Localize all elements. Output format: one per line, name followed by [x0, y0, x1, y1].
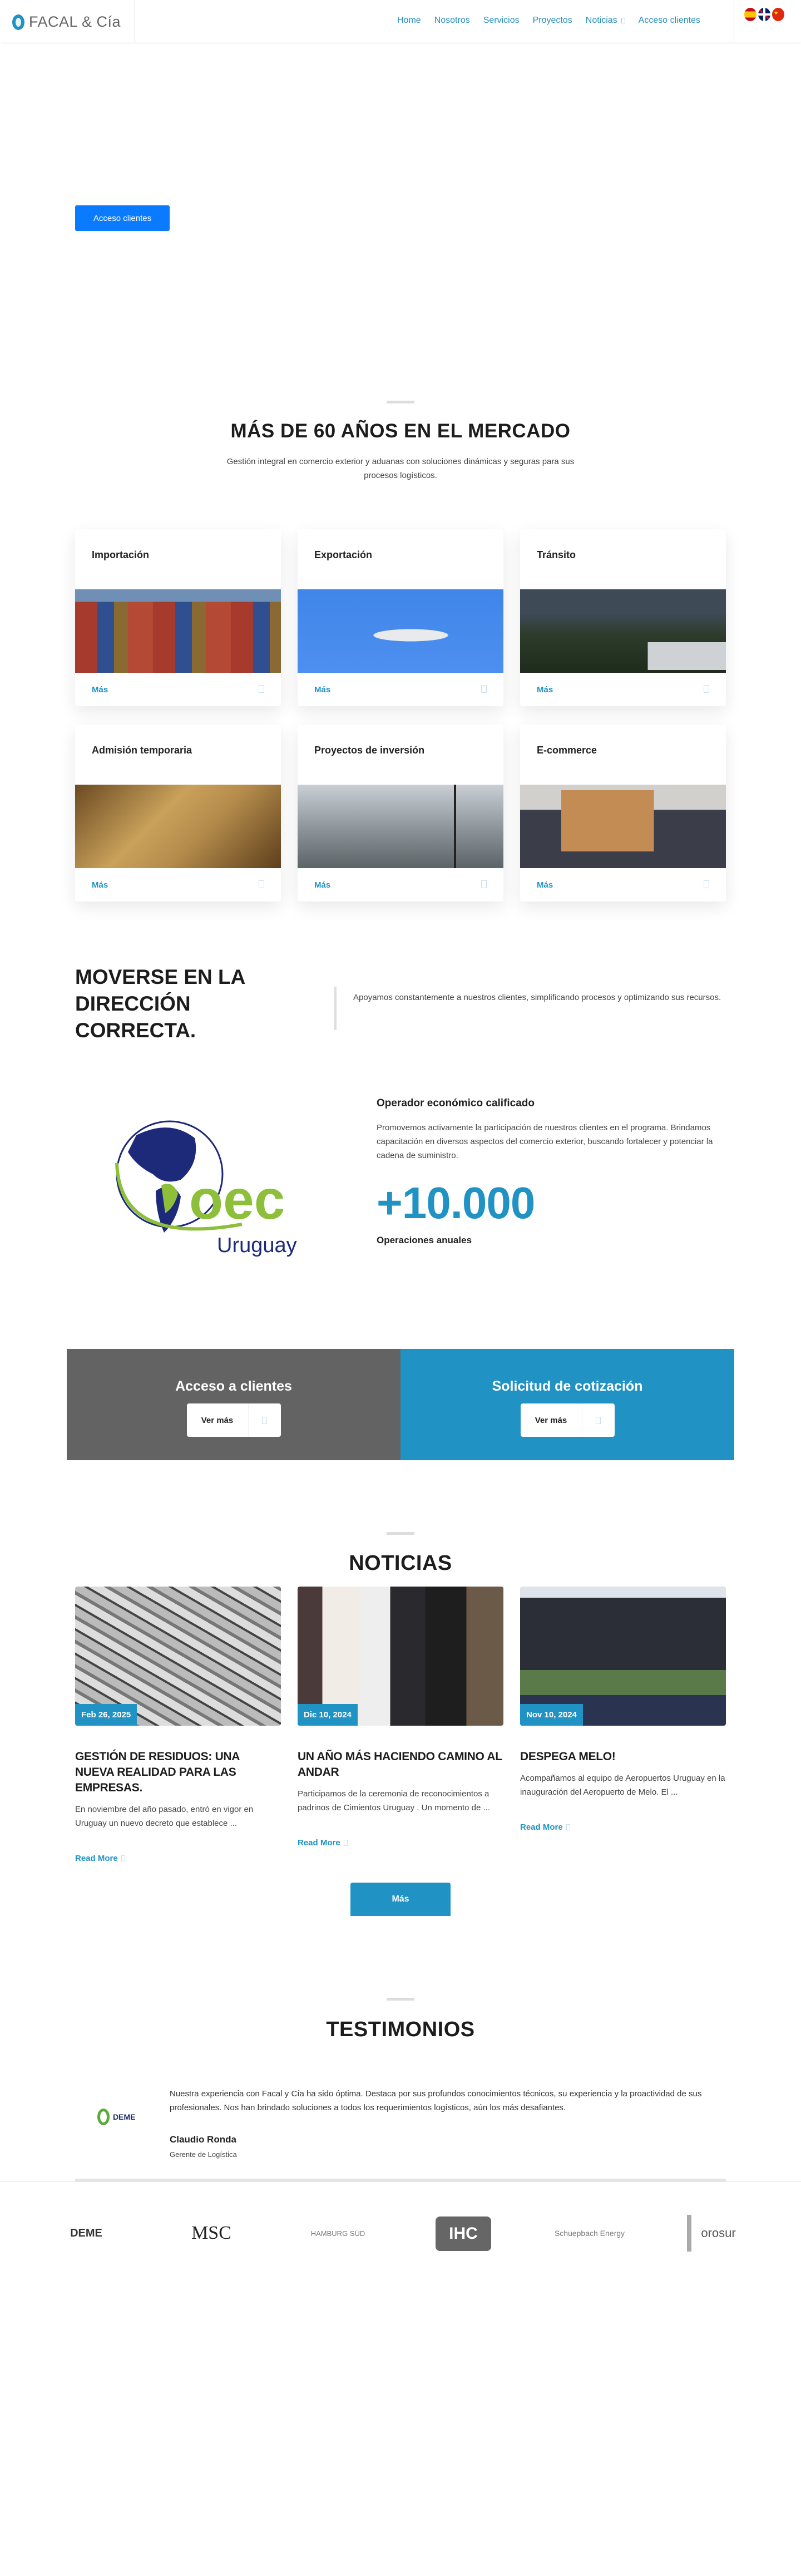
service-card-proyectos-inversion[interactable]	[298, 725, 503, 902]
testimonial-company-logo	[97, 2105, 147, 2129]
news-date: Feb 26, 2025	[75, 1704, 137, 1726]
service-image-wind-turbines	[298, 785, 503, 868]
service-more-link[interactable]: Más	[537, 880, 553, 890]
service-card-transito[interactable]	[520, 529, 726, 706]
cta-title: Acceso a clientes	[175, 1378, 292, 1394]
service-card-admision-temporaria[interactable]	[75, 725, 281, 902]
oec-logo-sub: Uruguay	[217, 1234, 297, 1257]
partner-logo-hamburg-sud	[303, 2215, 373, 2252]
partner-name: Schuepbach Energy	[554, 2229, 625, 2238]
service-image-airplane	[298, 589, 503, 673]
testimonial-quote: Nuestra experiencia con Facal y Cía ha sido óptima. Destaca por sus profundos conocimientos técnicos, su experiencia y la proactividad de sus profesionales. Nos han brindado soluciones a todos los requerimientos logísticos, aún los más desafiantes.	[170, 2089, 702, 2112]
arrow-right-icon	[704, 685, 709, 693]
partner-logo-deme	[55, 2215, 118, 2252]
main-nav	[397, 16, 700, 26]
service-title: Importación	[92, 549, 150, 560]
news-image[interactable]	[75, 1587, 281, 1726]
direction-title: MOVERSE EN LA DIRECCIÓN CORRECTA.	[75, 966, 245, 1042]
cta-acceso-clientes	[67, 1349, 400, 1460]
arrow-right-icon	[596, 1417, 601, 1424]
partner-logo-schuepbach	[548, 2215, 631, 2252]
section-divider	[387, 401, 414, 403]
arrow-right-icon	[259, 880, 264, 888]
oec-text: Promovemos activamente la participación de nuestros clientes en el programa. Brindamos capacitación en diversos aspectos del comercio exterior, buscando fortalecer y potenciar la cadena de suministro.	[377, 1123, 713, 1160]
service-title: Exportación	[314, 549, 373, 560]
partner-logo-ihc	[436, 2217, 491, 2251]
news-item	[75, 1587, 281, 1863]
intro-title: MÁS DE 60 AÑOS EN EL MERCADO	[230, 420, 571, 442]
news-headline[interactable]: DESPEGA MELO!	[520, 1750, 616, 1763]
nav-proyectos[interactable]: Proyectos	[532, 16, 572, 25]
oec-stat-value: +10.000	[377, 1178, 535, 1228]
nav-servicios[interactable]: Servicios	[483, 16, 520, 25]
service-more-link[interactable]: Más	[537, 685, 553, 695]
arrow-right-icon	[481, 685, 487, 693]
read-more-label: Read More	[298, 1838, 340, 1848]
service-title: Admisión temporaria	[92, 745, 192, 756]
nav-noticias-label: Noticias	[585, 16, 617, 25]
read-more-link[interactable]	[298, 1838, 503, 1848]
cta-ver-mas-button[interactable]	[187, 1403, 281, 1437]
news-headline[interactable]: UN AÑO MÁS HACIENDO CAMINO AL ANDAR	[298, 1750, 502, 1779]
direction-text: Apoyamos constantemente a nuestros clientes, simplificando procesos y optimizando sus recursos.	[353, 993, 721, 1002]
arrow-right-icon	[481, 880, 487, 888]
news-title: NOTICIAS	[349, 1551, 452, 1575]
logo-mark-icon	[12, 14, 24, 30]
arrow-right-icon	[344, 1840, 348, 1846]
news-item	[298, 1587, 503, 1848]
arrow-right-icon	[262, 1417, 267, 1424]
service-more-link[interactable]: Más	[92, 880, 108, 890]
nav-noticias[interactable]	[586, 16, 625, 26]
arrow-right-icon	[566, 1824, 570, 1830]
news-date: Dic 10, 2024	[298, 1704, 358, 1726]
service-card-exportacion[interactable]	[298, 529, 503, 706]
service-title: Tránsito	[537, 549, 576, 560]
section-divider	[387, 1532, 414, 1535]
partner-name: MSC	[191, 2223, 231, 2243]
partner-name: DEME	[70, 2227, 102, 2239]
testimonials-title: TESTIMONIOS	[326, 2018, 475, 2041]
news-item	[520, 1587, 726, 1832]
cta-solicitud-cotizacion	[400, 1349, 734, 1460]
partner-name: orosur	[701, 2226, 736, 2240]
partner-name: HAMBURG SÜD	[310, 2229, 365, 2238]
service-more-link[interactable]: Más	[314, 685, 331, 695]
testimonial-logo-text: DEME	[113, 2112, 136, 2121]
news-image[interactable]	[520, 1587, 726, 1726]
partner-logo-msc	[178, 2215, 245, 2252]
nav-home[interactable]: Home	[397, 16, 421, 25]
arrow-right-icon	[704, 880, 709, 888]
flag-es-icon[interactable]	[744, 8, 756, 21]
news-excerpt: En noviembre del año pasado, entró en vigor en Uruguay un nuevo decreto que establece ...	[75, 1805, 254, 1828]
hero-acceso-clientes-button[interactable]: Acceso clientes	[75, 205, 170, 231]
button-label: Ver más	[187, 1403, 249, 1437]
read-more-label: Read More	[520, 1823, 563, 1832]
section-separator	[0, 2181, 801, 2182]
oec-title: Operador económico calificado	[377, 1097, 535, 1109]
site-logo[interactable]	[12, 13, 121, 31]
partner-name: IHC	[449, 2224, 478, 2243]
language-switcher	[744, 8, 784, 21]
oec-logo-text: oec	[189, 1169, 285, 1231]
oec-info	[377, 1097, 733, 1246]
partner-logo-orosur	[687, 2215, 745, 2252]
service-title: Proyectos de inversión	[314, 745, 425, 756]
oec-stat-label: Operaciones anuales	[377, 1235, 472, 1245]
section-divider	[387, 1998, 414, 2001]
nav-acceso-clientes[interactable]: Acceso clientes	[638, 16, 700, 25]
cta-ver-mas-button[interactable]	[521, 1403, 615, 1437]
service-image-boxes	[520, 785, 726, 868]
quote-bar	[334, 987, 337, 1030]
header-divider	[134, 0, 135, 42]
service-card-ecommerce[interactable]	[520, 725, 726, 902]
read-more-link[interactable]	[520, 1823, 726, 1832]
arrow-right-icon	[259, 685, 264, 693]
service-more-link[interactable]: Más	[92, 685, 108, 695]
service-more-link[interactable]: Más	[314, 880, 331, 890]
service-title: E-commerce	[537, 745, 597, 756]
service-image-containers	[75, 589, 281, 673]
news-headline[interactable]: GESTIÓN DE RESIDUOS: UNA NUEVA REALIDAD PARA LAS EMPRESAS.	[75, 1750, 240, 1794]
news-more-button[interactable]: Más	[350, 1883, 451, 1916]
testimonial-role: Gerente de Logística	[170, 2150, 237, 2159]
service-image-truck	[520, 589, 726, 673]
news-image[interactable]	[298, 1587, 503, 1726]
news-excerpt: Acompañamos al equipo de Aeropuertos Uruguay en la inauguración del Aeropuerto de Melo. El ...	[520, 1774, 725, 1797]
button-label: Ver más	[521, 1403, 582, 1437]
flag-zh-icon[interactable]: ★	[772, 8, 784, 21]
site-header	[0, 0, 801, 42]
arrow-right-icon	[121, 1855, 125, 1861]
intro-subtitle: Gestión integral en comercio exterior y aduanas con soluciones dinámicas y seguras para sus procesos logísticos.	[226, 457, 575, 480]
read-more-link[interactable]	[75, 1854, 281, 1863]
deme-mark-icon	[97, 2109, 110, 2125]
read-more-label: Read More	[75, 1854, 118, 1863]
testimonial-author: Claudio Ronda	[170, 2134, 236, 2145]
news-excerpt: Participamos de la ceremonia de reconocimientos a padrinos de Cimientos Uruguay . Un momento de ...	[298, 1789, 491, 1812]
chevron-down-icon	[621, 18, 625, 23]
flag-en-icon[interactable]	[758, 8, 770, 21]
service-image-construction	[75, 785, 281, 868]
cta-title: Solicitud de cotización	[492, 1378, 643, 1394]
nav-nosotros[interactable]: Nosotros	[434, 16, 470, 25]
logo-text: FACAL & Cía	[29, 13, 121, 30]
service-card-importacion[interactable]	[75, 529, 281, 706]
oec-uruguay-logo	[103, 1113, 309, 1259]
news-date: Nov 10, 2024	[520, 1704, 583, 1726]
